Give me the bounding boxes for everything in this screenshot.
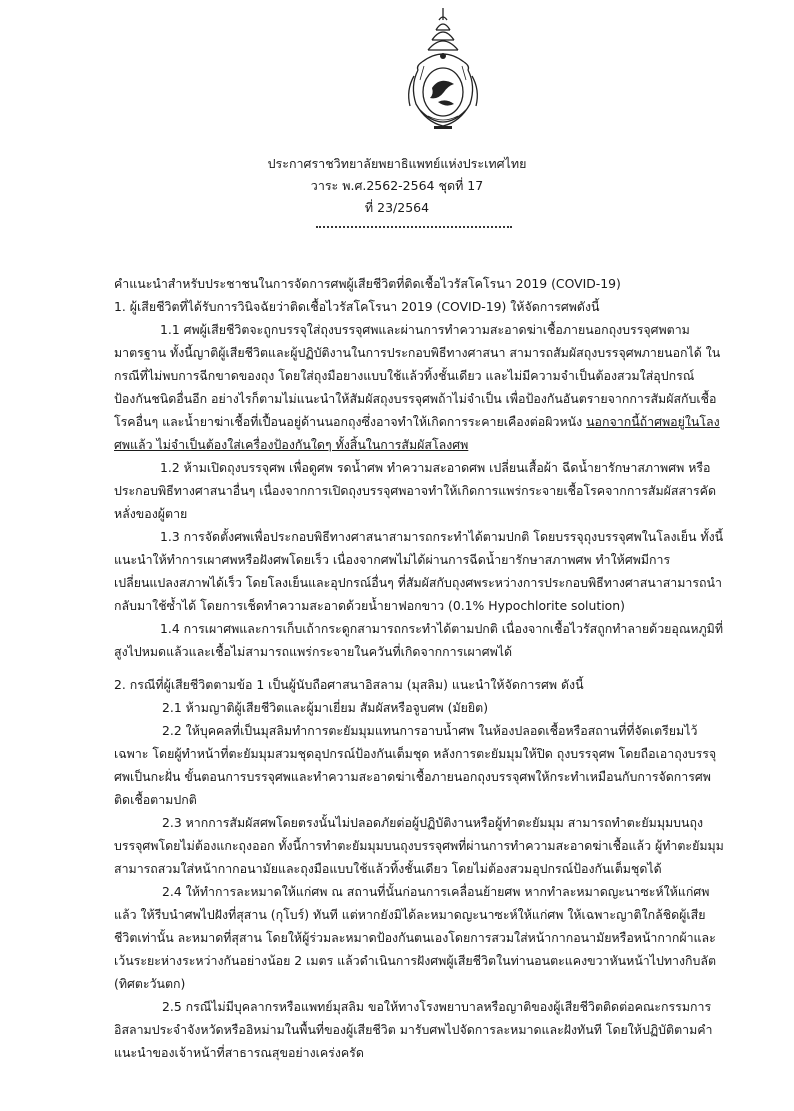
paragraph-1-1-text: 1.1 ศพผู้เสียชีวิตจะถูกบรรจุใส่ถุงบรรจุศพและผ่านการทำความสะอาดฆ่าเชื้อภายนอกถุงบรรจุศพตามมาตรฐาน ทั้งนี้ญาติผู้เสียชีวิตและผู้ปฏิบัติงานในการประกอบพิธีทางศาสนา สามารถสัมผัสถุงบรรจุศพภายนอกได้ ในกรณีที่ไม่พบการฉีกขาดของถุง โดยใส่ถุงมือยางแบบใช้แล้วทิ้งชั้นเดียว และไม่มีความจำเป็นต้องสวมใส่อุปกรณ์ป้องกันชนิดอื่นอีก อย่างไรก็ตามไม่แนะนำให้สัมผัสถุงบรรจุศพถ้าไม่จำเป็น เพื่อป้องกันอันตรายจากการสัมผัสกับเชื้อโรคอื่นๆ และน้ำยาฆ่าเชื้อที่เปื้อนอยู่ด้านนอกถุงซึ่งอาจทำให้เกิดการระคายเคืองต่อผิวหนัง bbox=[114, 322, 721, 429]
royal-college-emblem-icon bbox=[398, 6, 488, 136]
paragraph-1-1 bbox=[114, 318, 726, 456]
paragraph-2-3: 2.3 หากการสัมผัสศพโดยตรงนั้นไม่ปลอดภัยต่อผู้ปฏิบัติงานหรือผู้ทำตะยัมมุม สามารถทำตะยัมมุมบนถุงบรรจุศพโดยไม่ต้องแกะถุงออก ทั้งนี้การทำตะยัมมุมบนถุงบรรจุศพที่ผ่านการทำความสะอาดฆ่าเชื้อแล้ว ผู้ทำตะยัมมุมสามารถสวมใส่หน้ากากอนามัยและถุงมือแบบใช้แล้วทิ้งชั้นเดียว โดยไม่ต้องสวมอุปกรณ์ป้องกันเต็มชุดได้ bbox=[114, 815, 724, 876]
paragraph-1-1-underlined: นอกจากนี้ถ้าศพอยู่ในโลงศพแล้ว ไม่จำเป็นต้องใส่เครื่องป้องกันใดๆ ทั้งสิ้นในการสัมผัสโลงศพ bbox=[114, 414, 720, 452]
paragraph-2-1: 2.1 ห้ามญาติผู้เสียชีวิตและผู้มาเยี่ยม สัมผัสหรือจูบศพ (มัยยิต) bbox=[162, 700, 489, 715]
header-separator bbox=[316, 226, 512, 228]
paragraph-1-2: 1.2 ห้ามเปิดถุงบรรจุศพ เพื่อดูศพ รดน้ำศพ ทำความสะอาดศพ เปลี่ยนเสื้อผ้า ฉีดน้ำยารักษาสภาพศพ หรือประกอบพิธีทางศาสนาอื่นๆ เนื่องจากการเปิดถุงบรรจุศพอาจทำให้เกิดการแพร่กระจายเชื้อโรคจากการสัมผัสสารคัดหลั่งของผู้ตาย bbox=[114, 460, 716, 521]
header-title: ประกาศราชวิทยาลัยพยาธิแพทย์แห่งประเทศไทย bbox=[267, 156, 527, 171]
header-term: วาระ พ.ศ.2562-2564 ชุดที่ 17 bbox=[310, 178, 484, 193]
paragraph-1-4: 1.4 การเผาศพและการเก็บเถ้ากระดูกสามารถกระทำได้ตามปกติ เนื่องจากเชื้อไวรัสถูกทำลายด้วยอุณหภูมิที่สูงไปหมดแล้วและเชื้อไม่สามารถแพร่กระจายในควันที่เกิดจากการเผาศพได้ bbox=[114, 621, 724, 659]
paragraph-2-5: 2.5 กรณีไม่มีบุคลากรหรือแพทย์มุสลิม ขอให้ทางโรงพยาบาลหรือญาติของผู้เสียชีวิตติดต่อคณะกรรมการอิสลามประจำจังหวัดหรืออิหม่ามในพื้นที่ของผู้เสียชีวิต มารับศพไปจัดการละหมาดและฝังทันที โดยให้ปฏิบัติตามคำแนะนำของเจ้าหน้าที่สาธารณสุขอย่างเคร่งครัด bbox=[114, 999, 713, 1060]
paragraph-1-3: 1.3 การจัดตั้งศพเพื่อประกอบพิธีทางศาสนาสามารถกระทำได้ตามปกติ โดยบรรจุถุงบรรจุศพในโลงเย็น ทั้งนี้แนะนำให้ทำการเผาศพหรือฝังศพโดยเร็ว เนื่องจากศพไม่ได้ผ่านการฉีดน้ำยารักษาสภาพศพ ทำให้ศพมีการเปลี่ยนแปลงสภาพได้เร็ว โดยโลงเย็นและอุปกรณ์อื่นๆ ที่สัมผัสกับถุงศพระหว่างการประกอบพิธีทางศาสนาสามารถนำกลับมาใช้ซ้ำได้ โดยการเช็ดทำความสะอาดด้วยน้ำยาฟอกขาว (0.1% Hypochlorite solution) bbox=[114, 529, 724, 613]
document-title: คำแนะนำสำหรับประชาชนในการจัดการศพผู้เสียชีวิตที่ติดเชื้อไวรัสโคโรนา 2019 (COVID-19) bbox=[114, 276, 621, 291]
paragraph-2-2: 2.2 ให้บุคคลที่เป็นมุสลิมทำการตะยัมมุมแทนการอาบน้ำศพ ในห้องปลอดเชื้อหรือสถานที่ที่จัดเตรียมไว้เฉพาะ โดยผู้ทำหน้าที่ตะยัมมุมสวมชุดอุปกรณ์ป้องกันเต็มชุด หลังการตะยัมมุมให้ปิด ถุงบรรจุศพ โดยถือเอาถุงบรรจุศพเป็นกะฝั่น ขั้นตอนการบรรจุศพและทำความสะอาดฆ่าเชื้อภายนอกถุงบรรจุศพให้กระทำเหมือนกับการจัดการศพติดเชื้อตามปกติ bbox=[114, 723, 717, 807]
document-body bbox=[114, 272, 726, 1064]
section-2-heading: 2. กรณีที่ผู้เสียชีวิตตามข้อ 1 เป็นผู้นับถือศาสนาอิสลาม (มุสลิม) แนะนำให้จัดการศพ ดังนี้ bbox=[114, 677, 584, 692]
paragraph-2-4: 2.4 ให้ทำการละหมาดให้แก่ศพ ณ สถานที่นั้นก่อนการเคลื่อนย้ายศพ หากทำละหมาดญะนาซะห์ให้แก่ศพแล้ว ให้รีบนำศพไปฝังที่สุสาน (กุโบร์) ทันที แต่หากยังมิได้ละหมาดญะนาซะห์ให้แก่ศพ ให้เฉพาะญาติใกล้ชิดผู้เสียชีวิตเท่านั้น ละหมาดที่สุสาน โดยให้ผู้ร่วมละหมาดป้องกันตนเองโดยการสวมใส่หน้ากากอนามัยหรือหน้ากากผ้าและเว้นระยะห่างระหว่างกันอย่างน้อย 2 เมตร แล้วดำเนินการฝังศพผู้เสียชีวิตในท่านอนตะแคงขวาหันหน้าไปทางกิบลัต (ทิศตะวันตก) bbox=[114, 884, 717, 991]
section-1-heading: 1. ผู้เสียชีวิตที่ได้รับการวินิจฉัยว่าติดเชื้อไวรัสโคโรนา 2019 (COVID-19) ให้จัดการศพดังนี้ bbox=[114, 299, 600, 314]
header-number: ที่ 23/2564 bbox=[364, 200, 430, 215]
